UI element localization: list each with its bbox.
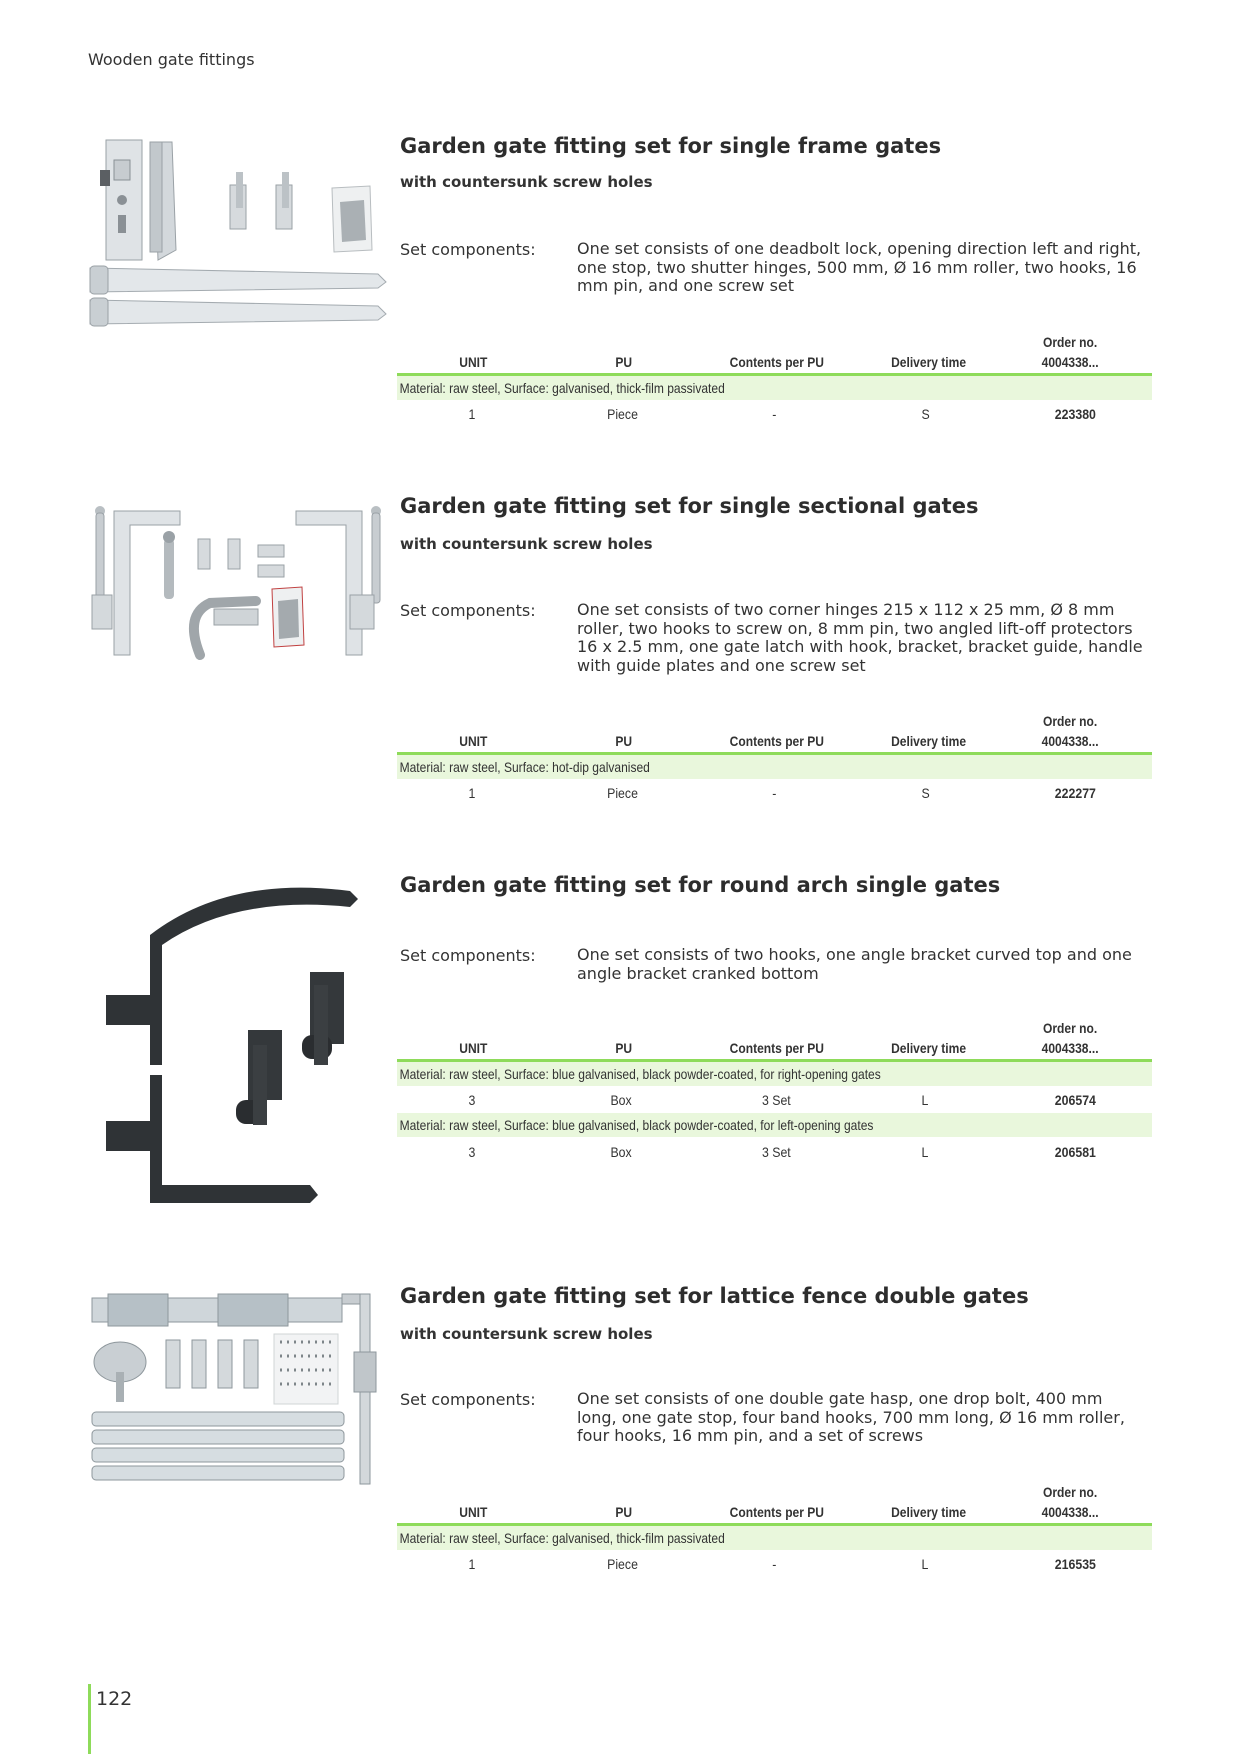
cell-unit: 1 — [468, 1556, 476, 1572]
order-no-prefix: 4004338... — [1041, 1504, 1099, 1520]
product-title: Garden gate fitting set for single sectional gates — [400, 494, 979, 518]
material-row: Material: raw steel, Surface: blue galvanised, black powder-coated, for right-opening gates — [397, 1062, 1152, 1086]
col-header-unit: UNIT — [459, 1504, 488, 1520]
col-header-contents: Contents per PU — [729, 1040, 825, 1056]
cell-pu: Box — [610, 1144, 632, 1160]
col-header-pu: PU — [615, 1504, 633, 1520]
cell-order-no[interactable]: 206581 — [1054, 1144, 1096, 1160]
product-subtitle: with countersunk screw holes — [400, 1325, 653, 1343]
col-header-delivery: Delivery time — [891, 1504, 967, 1520]
cell-unit: 3 — [468, 1092, 476, 1108]
cell-delivery: L — [921, 1144, 929, 1160]
order-no-prefix: 4004338... — [1041, 354, 1099, 370]
col-header-order-no — [1042, 1018, 1099, 1058]
material-row: Material: raw steel, Surface: galvanised, thick-film passivated — [397, 1526, 1152, 1550]
material-row: Material: raw steel, Surface: blue galvanised, black powder-coated, for left-opening gates — [397, 1113, 1152, 1137]
product-image-round-arch-set — [88, 885, 368, 1210]
col-header-contents: Contents per PU — [729, 733, 825, 749]
col-header-unit: UNIT — [459, 1040, 488, 1056]
cell-order-no[interactable]: 222277 — [1054, 785, 1096, 801]
cell-pu: Piece — [607, 406, 638, 422]
product-image-lattice-fence-set — [88, 1292, 378, 1492]
product-title: Garden gate fitting set for round arch single gates — [400, 873, 1001, 897]
cell-delivery: S — [921, 785, 930, 801]
col-header-order-no — [1042, 332, 1099, 372]
material-row: Material: raw steel, Surface: hot-dip galvanised — [397, 755, 1152, 779]
cell-contents: - — [772, 1556, 777, 1572]
product-subtitle: with countersunk screw holes — [400, 173, 653, 191]
order-no-prefix: 4004338... — [1041, 733, 1099, 749]
set-components-text: One set consists of one deadbolt lock, opening direction left and right, one stop, two shutter hinges, 500 mm, Ø 16 mm roller, two hooks, 16 mm pin, and one screw set — [577, 239, 1142, 295]
cell-unit: 3 — [468, 1144, 476, 1160]
cell-order-no[interactable]: 223380 — [1054, 406, 1096, 422]
col-header-delivery: Delivery time — [891, 733, 967, 749]
col-header-order-no — [1042, 1482, 1099, 1522]
col-header-unit: UNIT — [459, 733, 488, 749]
col-header-pu: PU — [615, 354, 633, 370]
col-header-order-no — [1042, 711, 1099, 751]
cell-unit: 1 — [468, 785, 476, 801]
order-no-label: Order no. — [1042, 334, 1098, 350]
cell-contents: 3 Set — [761, 1092, 791, 1108]
order-no-prefix: 4004338... — [1041, 1040, 1099, 1056]
cell-contents: - — [772, 406, 777, 422]
page-accent-bar — [88, 1684, 91, 1754]
col-header-unit: UNIT — [459, 354, 488, 370]
cell-contents: 3 Set — [761, 1144, 791, 1160]
order-no-label: Order no. — [1042, 713, 1098, 729]
set-components-label: Set components: — [400, 240, 536, 259]
cell-unit: 1 — [468, 406, 476, 422]
cell-order-no[interactable]: 216535 — [1054, 1556, 1096, 1572]
product-image-single-frame-set — [88, 130, 388, 335]
col-header-delivery: Delivery time — [891, 1040, 967, 1056]
cell-pu: Box — [610, 1092, 632, 1108]
set-components-text: One set consists of two corner hinges 215 x 112 x 25 mm, Ø 8 mm roller, two hooks to screw on, 8 mm pin, two angled lift-off protectors 16 x 2.5 mm, one gate latch with hook, bracket, bracket guide, handle with guide plates and one screw set — [577, 600, 1143, 675]
page-number: 122 — [96, 1688, 133, 1710]
cell-contents: - — [772, 785, 777, 801]
section-header: Wooden gate fittings — [88, 50, 255, 69]
set-components-label: Set components: — [400, 946, 536, 965]
set-components-label: Set components: — [400, 601, 536, 620]
col-header-contents: Contents per PU — [729, 354, 825, 370]
product-title: Garden gate fitting set for single frame gates — [400, 134, 942, 158]
cell-order-no[interactable]: 206574 — [1054, 1092, 1096, 1108]
product-subtitle: with countersunk screw holes — [400, 535, 653, 553]
material-row: Material: raw steel, Surface: galvanised, thick-film passivated — [397, 376, 1152, 400]
cell-pu: Piece — [607, 785, 638, 801]
col-header-delivery: Delivery time — [891, 354, 967, 370]
set-components-text: One set consists of one double gate hasp, one drop bolt, 400 mm long, one gate stop, four band hooks, 700 mm long, Ø 16 mm roller, four hooks, 16 mm pin, and a set of screws — [577, 1389, 1125, 1445]
col-header-pu: PU — [615, 1040, 633, 1056]
order-no-label: Order no. — [1042, 1484, 1098, 1500]
order-no-label: Order no. — [1042, 1020, 1098, 1036]
product-image-single-sectional-set — [88, 505, 388, 675]
cell-delivery: L — [921, 1556, 929, 1572]
set-components-text: One set consists of two hooks, one angle bracket curved top and one angle bracket cranked bottom — [577, 945, 1132, 983]
cell-delivery: L — [921, 1092, 929, 1108]
cell-pu: Piece — [607, 1556, 638, 1572]
col-header-contents: Contents per PU — [729, 1504, 825, 1520]
set-components-label: Set components: — [400, 1390, 536, 1409]
cell-delivery: S — [921, 406, 930, 422]
product-title: Garden gate fitting set for lattice fence double gates — [400, 1284, 1029, 1308]
col-header-pu: PU — [615, 733, 633, 749]
